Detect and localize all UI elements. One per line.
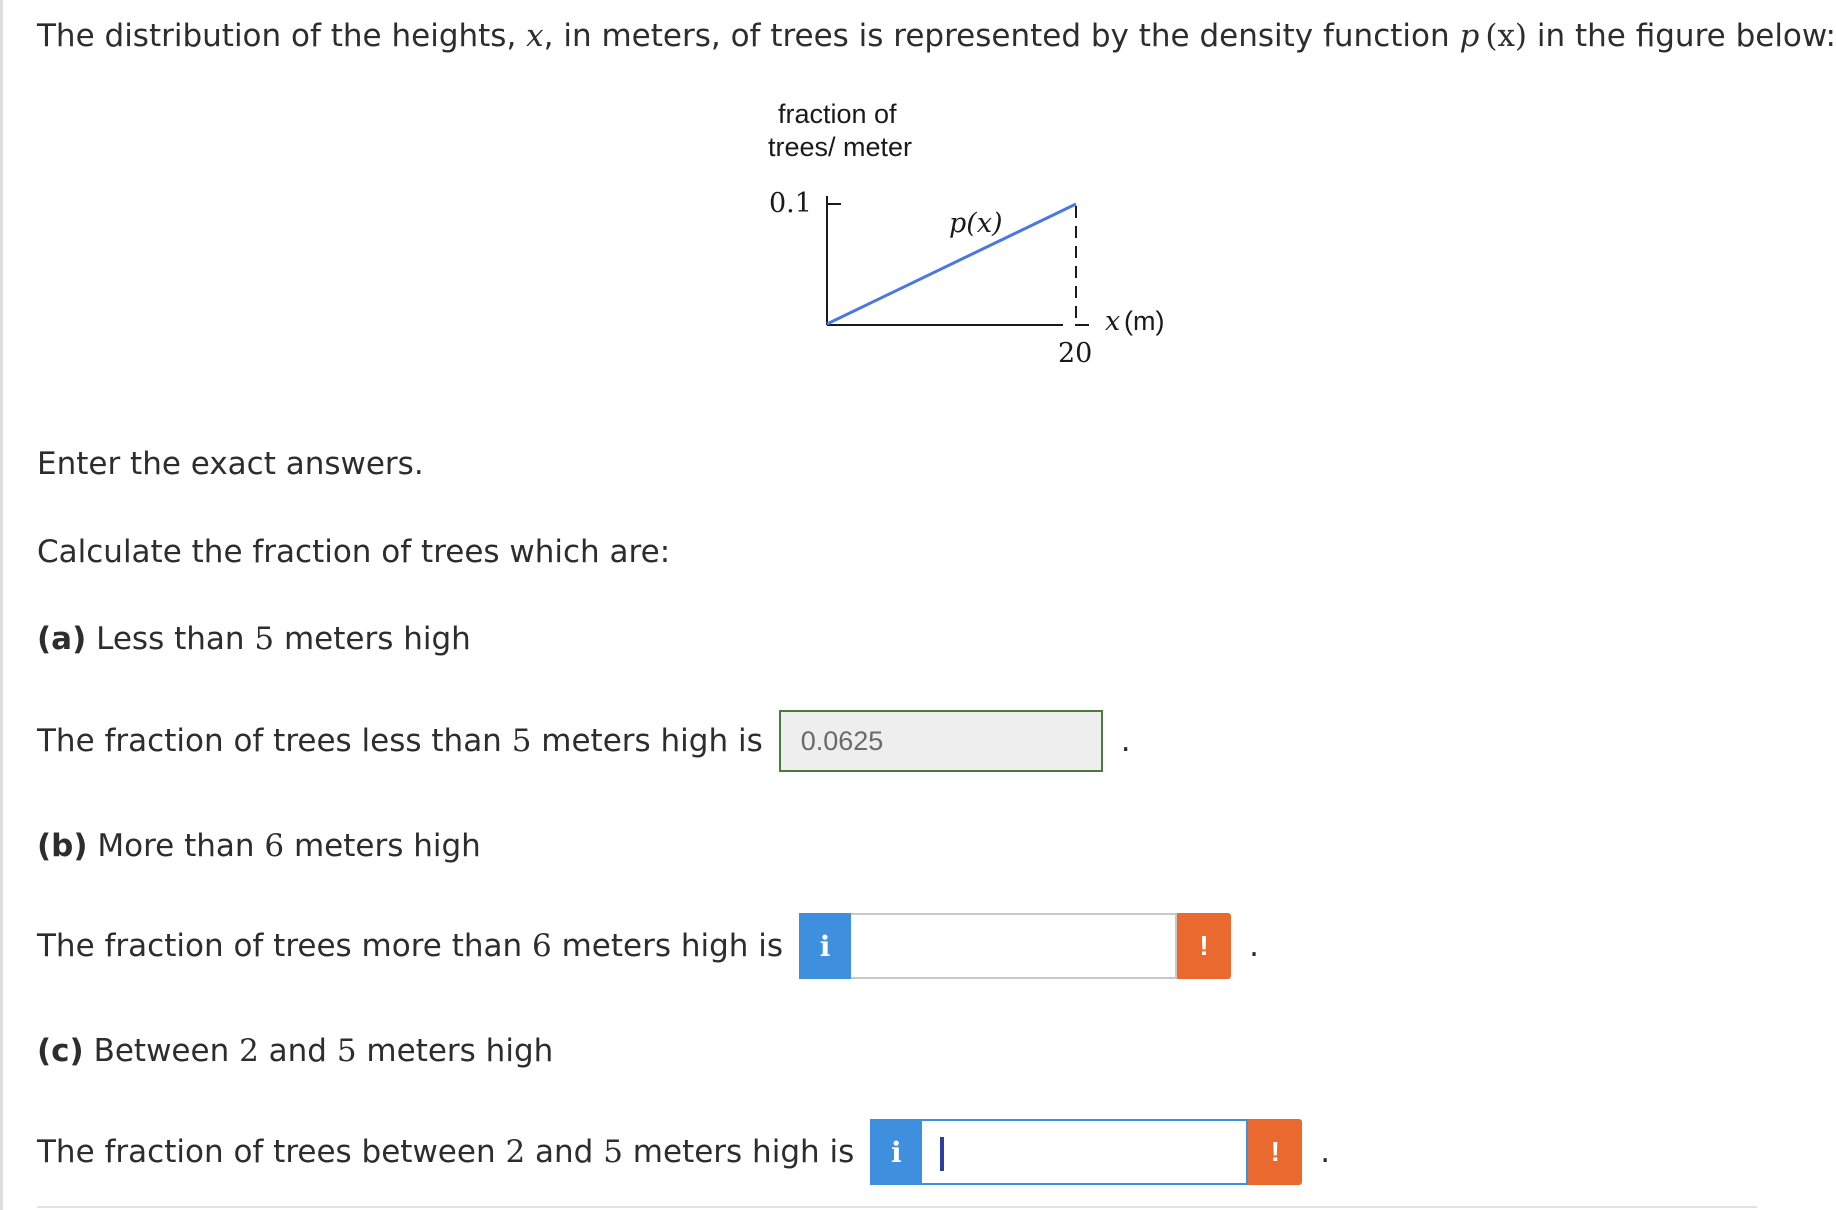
- part-c-title-start: Between: [83, 1033, 240, 1069]
- part-b-title: [37, 826, 481, 866]
- curve-label: p(x): [949, 208, 1003, 239]
- bottom-divider: [37, 1206, 1757, 1208]
- part-b-title-number: 6: [264, 828, 285, 864]
- part-c-label-start: The fraction of trees between: [37, 1134, 506, 1170]
- part-a-period: .: [1120, 723, 1131, 759]
- part-b-answer-input[interactable]: [851, 913, 1177, 979]
- part-c-title: [37, 1031, 553, 1071]
- part-a-answer-value: 0.0625: [800, 725, 884, 756]
- part-b-title-end: meters high: [284, 828, 481, 864]
- part-b-warning-icon[interactable]: !: [1177, 913, 1231, 979]
- part-b-label-start: The fraction of trees more than: [37, 928, 533, 964]
- part-c-info-icon[interactable]: i: [870, 1119, 922, 1185]
- part-c-label-middle: and: [525, 1134, 604, 1170]
- part-b-label-end: meters high is: [551, 928, 784, 964]
- instruction-text: Enter the exact answers.: [37, 446, 424, 482]
- part-c-answer-input[interactable]: [922, 1119, 1248, 1185]
- part-a-label-start: The fraction of trees less than: [37, 723, 512, 759]
- intro-text-end: in the figure below:: [1527, 18, 1836, 54]
- intro-variable-x: x: [526, 18, 544, 54]
- part-b-answer-label: [37, 928, 783, 964]
- x-axis-label-variable: x: [1105, 306, 1121, 337]
- part-a-label-number: 5: [511, 723, 532, 759]
- part-c-label-number-1: 2: [505, 1134, 526, 1170]
- part-a-tag: (a): [37, 621, 87, 657]
- part-c-warning-icon[interactable]: !: [1248, 1119, 1302, 1185]
- y-axis-label-line2: trees/ meter: [768, 132, 913, 162]
- y-tick-label: 0.1: [769, 188, 812, 219]
- prompt-text: Calculate the fraction of trees which are:: [37, 534, 671, 570]
- part-a-title-start: Less than: [86, 621, 255, 657]
- question-intro: [37, 16, 1836, 56]
- part-b-info-icon[interactable]: i: [799, 913, 851, 979]
- part-c-tag: (c): [37, 1033, 84, 1069]
- part-b-period: .: [1249, 928, 1259, 964]
- part-b-label-number: 6: [532, 928, 552, 964]
- part-b-answer-row: [37, 913, 1259, 979]
- part-c-answer-row: [37, 1119, 1330, 1185]
- intro-text-middle: , in meters, of trees is represented by the density function: [543, 18, 1460, 54]
- y-axis-label-line1: fraction of: [778, 99, 897, 129]
- part-c-title-number-2: 5: [336, 1033, 357, 1069]
- part-c-answer-label: [37, 1134, 854, 1170]
- part-c-title-end: meters high: [356, 1033, 554, 1069]
- part-a-title-end: meters high: [274, 621, 471, 657]
- part-c-title-number-1: 2: [239, 1033, 259, 1069]
- x-tick-label: 20: [1058, 338, 1093, 369]
- intro-function-p: p: [1459, 18, 1480, 54]
- part-a-title: [37, 619, 471, 659]
- intro-function-arg: (x): [1485, 18, 1528, 54]
- density-figure: [743, 100, 1203, 390]
- part-c-title-middle: and: [258, 1033, 337, 1069]
- part-a-title-number: 5: [254, 621, 275, 657]
- part-a-answer-row: [37, 708, 1131, 774]
- part-b-tag: (b): [37, 828, 88, 864]
- part-a-label-end: meters high is: [531, 723, 763, 759]
- part-b-title-start: More than: [87, 828, 265, 864]
- text-cursor: [940, 1137, 944, 1171]
- part-c-label-end: meters high is: [622, 1134, 855, 1170]
- part-a-answer-label: [37, 723, 763, 759]
- part-c-label-number-2: 5: [603, 1134, 623, 1170]
- part-c-period: .: [1320, 1134, 1331, 1170]
- part-a-answer-field[interactable]: [779, 710, 1103, 772]
- intro-text-start: The distribution of the heights,: [37, 18, 527, 54]
- x-axis-label-unit: (m): [1124, 306, 1165, 336]
- density-plot: [743, 100, 1203, 390]
